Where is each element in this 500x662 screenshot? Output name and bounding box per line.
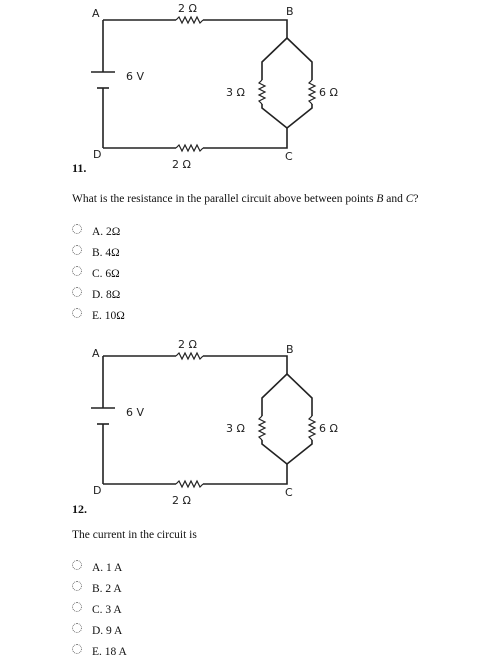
question-12-number: 12.	[72, 502, 87, 516]
radio-button[interactable]	[72, 581, 82, 591]
circuit-wires	[103, 356, 312, 484]
option-label: B. 4Ω	[92, 246, 120, 259]
node-d-label: D	[93, 484, 102, 497]
question-11-text-before: What is the resistance in the parallel circuit above between points	[72, 193, 377, 205]
radio-button[interactable]	[72, 224, 82, 234]
right-branch-label: 6 Ω	[319, 86, 338, 99]
question-11-option-d[interactable]	[72, 284, 125, 305]
radio-button[interactable]	[72, 623, 82, 633]
option-label: D. 8Ω	[92, 288, 121, 301]
right-branch-label: 6 Ω	[319, 422, 338, 435]
question-11-text	[72, 193, 419, 205]
bottom-resistor-label: 2 Ω	[172, 158, 191, 170]
question-11-option-b[interactable]	[72, 242, 125, 263]
circuit-wires	[103, 20, 312, 148]
option-label: A. 2Ω	[92, 225, 121, 238]
bottom-resistor-label: 2 Ω	[172, 494, 191, 506]
radio-button[interactable]	[72, 266, 82, 276]
node-c-label: C	[285, 486, 293, 499]
question-11-text-mid: and	[383, 193, 406, 205]
circuit-diagram-1	[0, 0, 500, 170]
circuit-diagram-2	[0, 336, 500, 506]
resistor-right-branch	[309, 80, 315, 104]
question-12-options	[72, 557, 127, 662]
resistor-right-branch	[309, 416, 315, 440]
node-a-label: A	[92, 347, 100, 360]
resistor-left-branch	[259, 416, 265, 440]
battery-symbol	[91, 72, 115, 88]
top-resistor-label: 2 Ω	[178, 2, 197, 15]
battery-voltage-label: 6 V	[126, 70, 145, 83]
question-12-option-d[interactable]	[72, 620, 127, 641]
battery-voltage-label: 6 V	[126, 406, 145, 419]
radio-button[interactable]	[72, 560, 82, 570]
top-resistor-label: 2 Ω	[178, 338, 197, 351]
question-12-option-a[interactable]	[72, 557, 127, 578]
question-11-option-c[interactable]	[72, 263, 125, 284]
option-label: E. 10Ω	[92, 309, 125, 322]
resistor-top	[176, 17, 203, 23]
option-label: A. 1 A	[92, 561, 123, 574]
question-11-point-b: B	[376, 193, 384, 205]
radio-button[interactable]	[72, 602, 82, 612]
resistor-bottom	[176, 145, 203, 151]
node-c-label: C	[285, 150, 293, 163]
battery-symbol	[91, 408, 115, 424]
radio-button[interactable]	[72, 644, 82, 654]
question-11-options	[72, 221, 125, 326]
question-12-option-e[interactable]	[72, 641, 127, 662]
radio-button[interactable]	[72, 308, 82, 318]
question-11-text-after: ?	[413, 193, 419, 205]
node-a-label: A	[92, 7, 100, 20]
option-label: C. 6Ω	[92, 267, 120, 280]
question-11-option-a[interactable]	[72, 221, 125, 242]
node-b-label: B	[286, 5, 294, 18]
option-label: D. 9 A	[92, 624, 123, 637]
question-11-number: 11.	[72, 161, 87, 175]
radio-button[interactable]	[72, 245, 82, 255]
question-12-option-b[interactable]	[72, 578, 127, 599]
node-d-label: D	[93, 148, 102, 161]
resistor-top	[176, 353, 203, 359]
option-label: C. 3 A	[92, 603, 122, 616]
resistor-bottom	[176, 481, 203, 487]
question-12-option-c[interactable]	[72, 599, 127, 620]
option-label: B. 2 A	[92, 582, 122, 595]
resistor-left-branch	[259, 80, 265, 104]
option-label: E. 18 A	[92, 645, 127, 658]
left-branch-label: 3 Ω	[226, 422, 245, 435]
question-11-point-c: C	[405, 193, 414, 205]
node-b-label: B	[286, 343, 294, 356]
question-11-option-e[interactable]	[72, 305, 125, 326]
left-branch-label: 3 Ω	[226, 86, 245, 99]
radio-button[interactable]	[72, 287, 82, 297]
question-12-text: The current in the circuit is	[72, 529, 197, 541]
